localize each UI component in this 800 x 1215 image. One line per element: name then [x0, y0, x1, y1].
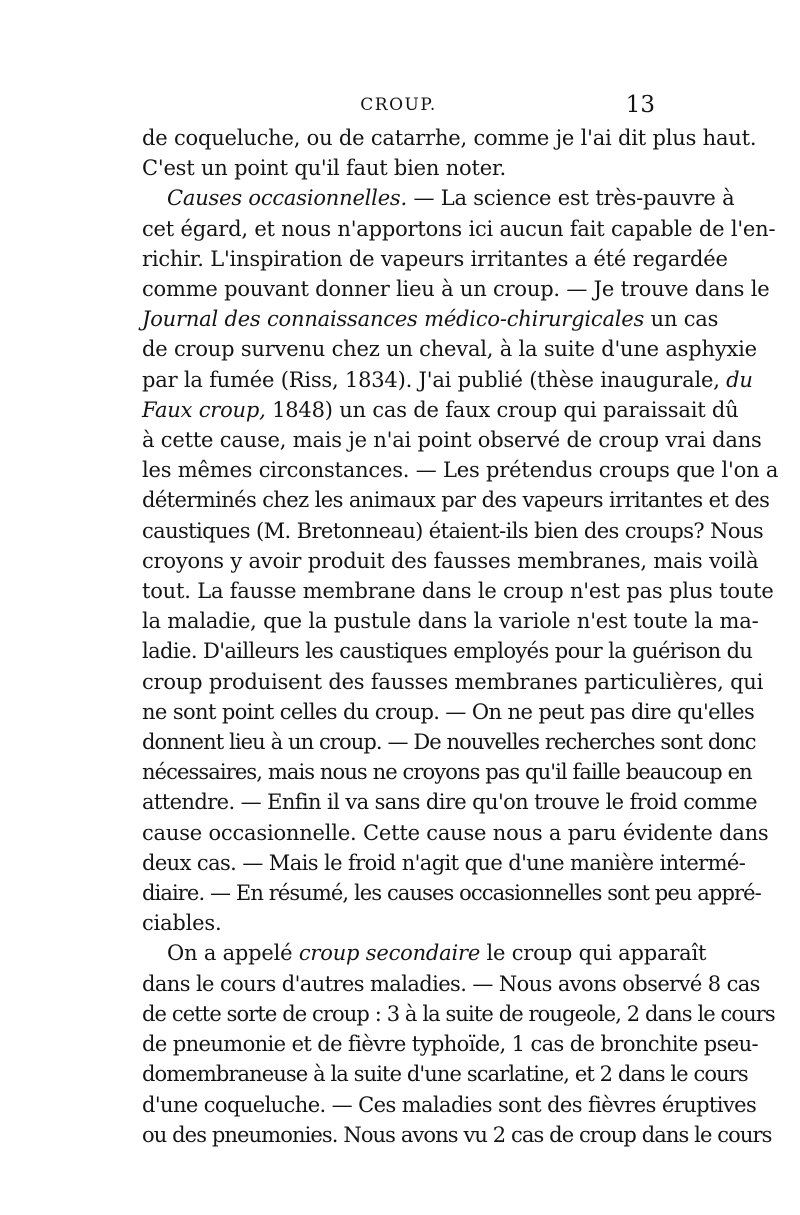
text-line: à cette cause, mais je n'ai point observé de croup vrai dans [142, 428, 762, 453]
text-line: les mêmes circonstances. — Les prétendus croups que l'on a [142, 458, 779, 483]
text-line: deux cas. — Mais le froid n'agit que d'une manière intermé- [142, 850, 746, 875]
text-line: de cette sorte de croup : 3 à la suite de rougeole, 2 dans le cours [142, 1001, 775, 1026]
thesis-title: Faux croup, [142, 397, 266, 422]
text-line: richir. L'inspiration de vapeurs irritantes a été regardée [142, 246, 728, 271]
page-number: 13 [625, 92, 655, 118]
text-span: 1848) un cas de faux croup qui paraissait dû [265, 397, 739, 422]
text-line: cet égard, et nous n'apportons ici aucun fait capable de l'en- [142, 216, 776, 241]
text-line: d'une coqueluche. — Ces maladies sont des fièvres éruptives [142, 1092, 757, 1117]
term-italic: croup secondaire [298, 941, 481, 966]
text-line: cause occasionnelle. Cette cause nous a paru évidente dans [142, 820, 769, 845]
text-line [142, 395, 739, 425]
text-line: croup produisent des fausses membranes particulières, qui [142, 669, 764, 694]
text-line: ou des pneumonies. Nous avons vu 2 cas de croup dans le cours [142, 1122, 772, 1147]
text-line: ladie. D'ailleurs les caustiques employés pour la guérison du [142, 639, 753, 664]
text-line [142, 304, 719, 334]
text-line: caustiques (M. Bretonneau) étaient-ils bien des croups? Nous [142, 518, 764, 543]
text-span: — La science est très-pauvre à [406, 186, 735, 211]
text-line: de croup survenu chez un cheval, à la suite d'une asphyxie [142, 337, 757, 362]
text-line: dans le cours d'autres maladies. — Nous avons observé 8 cas [142, 971, 760, 996]
text-line: déterminés chez les animaux par des vapeurs irritantes et des [142, 488, 770, 513]
text-span: On a appelé [167, 941, 299, 966]
text-line: tout. La fausse membrane dans le croup n'est pas plus toute [142, 579, 774, 604]
text-line: croyons y avoir produit des fausses membranes, mais voilà [142, 548, 759, 573]
text-line: C'est un point qu'il faut bien noter. [142, 156, 506, 181]
text-line [142, 938, 707, 968]
journal-title: Journal des connaissances médico-chirurgicales [142, 307, 645, 332]
text-span: un cas [644, 307, 719, 332]
text-line: donnent lieu à un croup. — De nouvelles recherches sont donc [142, 730, 756, 755]
text-line: domembraneuse à la suite d'une scarlatine, et 2 dans le cours [142, 1062, 748, 1087]
text-line: ciables. [142, 911, 222, 936]
section-heading: Causes occasionnelles. [167, 186, 407, 211]
text-line [142, 183, 735, 213]
text-span: le croup qui apparaît [480, 941, 707, 966]
running-title: CROUP. [360, 95, 437, 115]
page-header [142, 92, 655, 125]
text-line: ne sont point celles du croup. — On ne peut pas dire qu'elles [142, 699, 755, 724]
italic-span: du [726, 367, 753, 392]
body-text [142, 123, 779, 1150]
text-span: par la fumée (Riss, 1834). J'ai publié (thèse inaugurale, [142, 367, 727, 392]
text-line: comme pouvant donner lieu à un croup. — Je trouve dans le [142, 277, 770, 302]
text-line: de coqueluche, ou de catarrhe, comme je l'ai dit plus haut. [142, 126, 757, 150]
text-line: de pneumonie et de fièvre typhoïde, 1 cas de bronchite pseu- [142, 1032, 759, 1057]
text-line: attendre. — Enfin il va sans dire qu'on trouve le froid comme [142, 790, 757, 815]
text-line: diaire. — En résumé, les causes occasionnelles sont peu appré- [142, 881, 761, 906]
text-line [142, 365, 753, 395]
text-line: nécessaires, mais nous ne croyons pas qu'il faille beaucoup en [142, 760, 752, 785]
text-line: la maladie, que la pustule dans la variole n'est toute la ma- [142, 609, 759, 634]
